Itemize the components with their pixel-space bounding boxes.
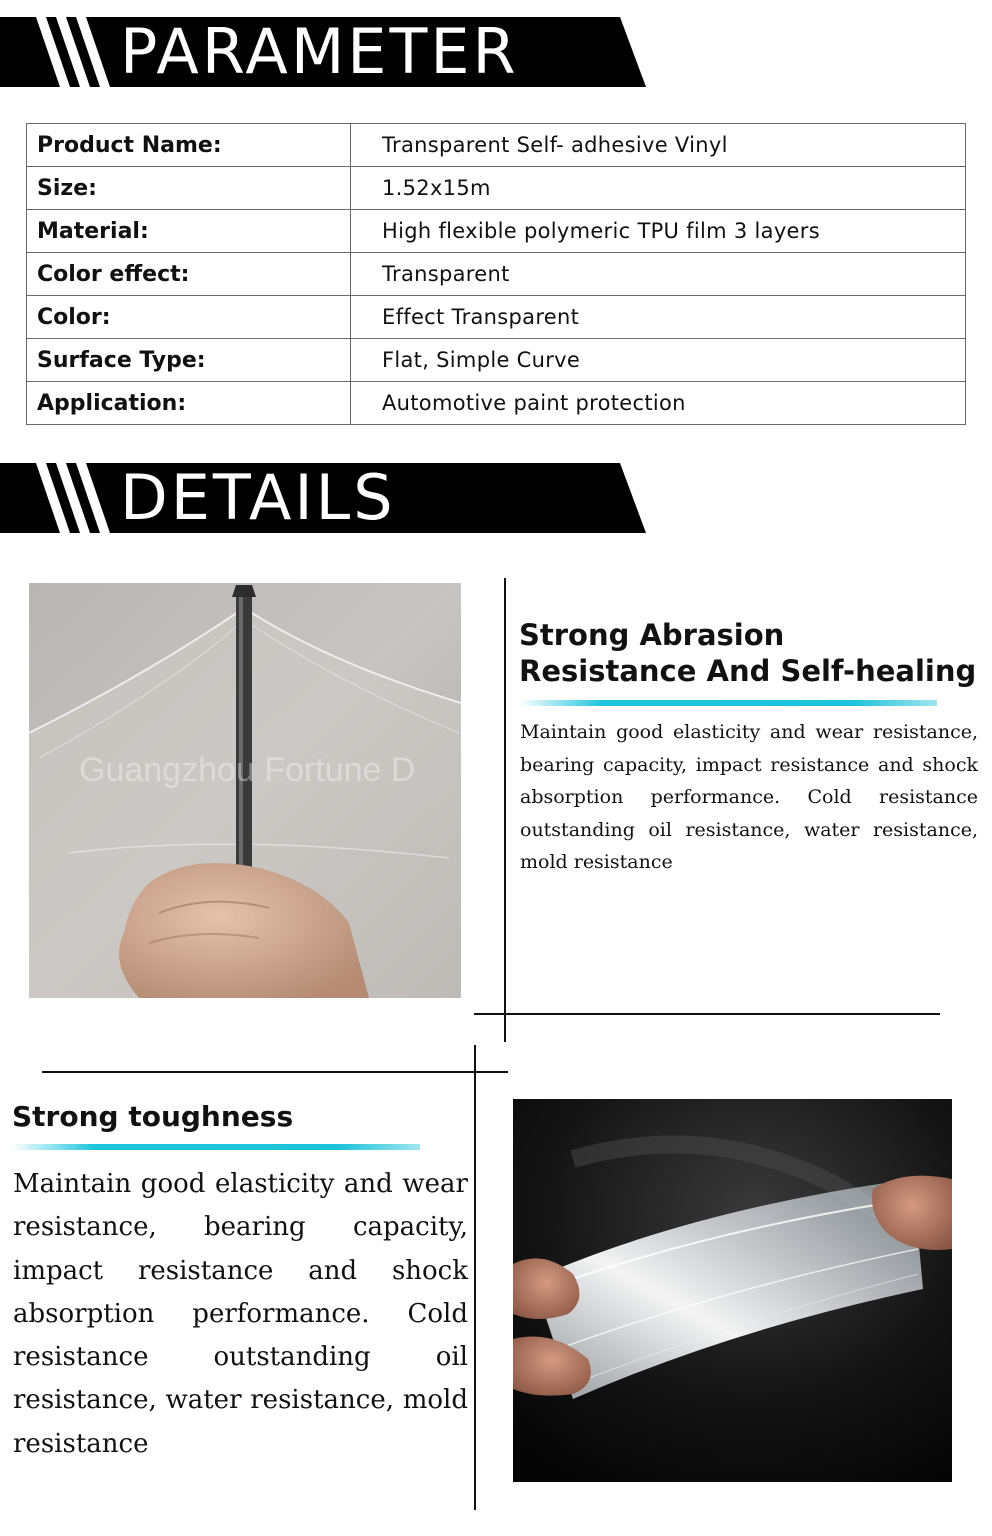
param-label: Material: xyxy=(27,210,351,253)
table-row xyxy=(27,339,966,382)
param-value: Effect Transparent xyxy=(351,296,966,339)
divider-vertical xyxy=(504,578,506,1042)
feature-description: Maintain good elasticity and wear resistance, bearing capacity, impact resistance and shock absorption performance. Cold resistance outstanding oil resistance, water resistance, mold resistance xyxy=(13,1169,468,1459)
param-label: Application: xyxy=(27,382,351,425)
divider-horizontal xyxy=(474,1013,940,1015)
divider-vertical xyxy=(474,1045,476,1510)
product-photo-stretch xyxy=(513,1099,952,1482)
param-value: High flexible polymeric TPU film 3 layers xyxy=(351,210,966,253)
param-label: Surface Type: xyxy=(27,339,351,382)
table-row xyxy=(27,382,966,425)
param-value: Transparent Self- adhesive Vinyl xyxy=(351,124,966,167)
param-label: Color: xyxy=(27,296,351,339)
feature-title: Strong toughness xyxy=(12,1100,294,1133)
parameter-title: PARAMETER xyxy=(120,15,519,88)
param-label: Product Name: xyxy=(27,124,351,167)
table-row xyxy=(27,253,966,296)
accent-bar xyxy=(12,1144,420,1150)
param-value: Flat, Simple Curve xyxy=(351,339,966,382)
param-label: Size: xyxy=(27,167,351,210)
feature-title xyxy=(519,617,979,690)
param-value: 1.52x15m xyxy=(351,167,966,210)
table-row xyxy=(27,124,966,167)
feature-title-line: Strong Abrasion xyxy=(519,618,785,652)
param-value: Automotive paint protection xyxy=(351,382,966,425)
parameter-banner xyxy=(0,17,648,89)
divider-horizontal xyxy=(42,1071,508,1073)
accent-bar xyxy=(519,700,937,706)
table-row xyxy=(27,296,966,339)
param-label: Color effect: xyxy=(27,253,351,296)
details-title: DETAILS xyxy=(120,461,396,534)
feature-description: Maintain good elasticity and wear resistance, bearing capacity, impact resistance and shock absorption performance. Cold resistance outstanding oil resistance, water resistance, mold resistance xyxy=(520,721,978,873)
watermark-text: Guangzhou Fortune D xyxy=(79,751,416,789)
parameter-table xyxy=(26,123,966,425)
product-photo-screwdriver xyxy=(29,583,461,998)
param-value: Transparent xyxy=(351,253,966,296)
details-banner xyxy=(0,463,648,535)
table-row xyxy=(27,167,966,210)
feature-title-line: Resistance And Self-healing xyxy=(519,654,977,689)
table-row xyxy=(27,210,966,253)
